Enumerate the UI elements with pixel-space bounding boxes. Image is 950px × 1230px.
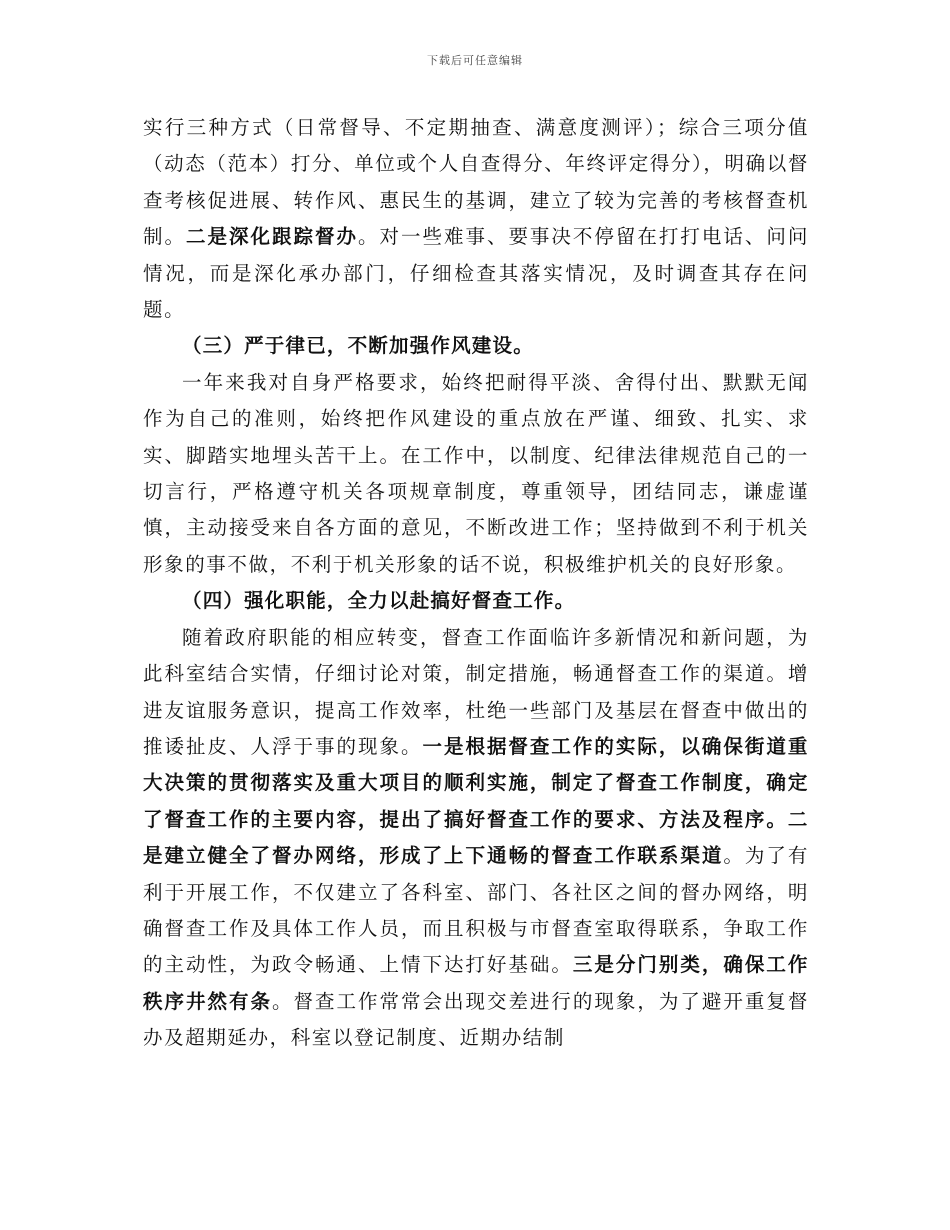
paragraph-3-text-2: 。为了有利于开展工作，不仅建立了各科室、部门、各社区之间的督办网络，明确督查工作及具体工作人员，而且积极与市督查室取得联系，争取工作的主动性，为政令畅通、上情下达打好基础。 xyxy=(143,844,809,977)
paragraph-3-bold-2: 三是分门别类，确保工作秩序井然有条 xyxy=(143,953,809,1013)
paragraph-3 xyxy=(143,620,809,1057)
paragraph-3-text-3: 。督查工作常常会出现交差进行的现象，为了避开重复督办及超期延办，科室以登记制度、近期办结制 xyxy=(143,989,809,1050)
section-heading-4: （四）强化职能，全力以赴搞好督查工作。 xyxy=(182,589,576,613)
paragraph-1 xyxy=(143,110,809,328)
paragraph-3-text-1: 随着政府职能的相应转变，督查工作面临许多新情况和新问题，为此科室结合实情，仔细讨论对策，制定措施，畅通督查工作的渠道。增进友谊服务意识，提高工作效率，杜绝一些部门及基层在督查中做出的推诿扯皮、人浮于事的现象。 xyxy=(143,625,809,758)
paragraph-1-text-2: 。对一些难事、要事决不停留在打打电话、问问情况，而是深化承办部门，仔细检查其落实情况，及时调查其存在问题。 xyxy=(143,225,809,322)
document-body xyxy=(143,110,809,1057)
paragraph-1-bold-1: 二是深化跟踪督办 xyxy=(186,225,358,249)
page-header: 下载后可任意编辑 xyxy=(427,54,523,67)
section-heading-3: （三）严于律已，不断加强作风建设。 xyxy=(182,334,534,358)
paragraph-2: 一年来我对自身严格要求，始终把耐得平淡、舍得付出、默默无闻作为自己的准则，始终把作风建设的重点放在严谨、细致、扎实、求实、脚踏实地埋头苦干上。在工作中，以制度、纪律法律规范自己的一切言行，严格遵守机关各项规章制度，尊重领导，团结同志，谦虚谨慎，主动接受来自各方面的意见，不断改进工作；坚持做到不利于机关形象的事不做，不利于机关形象的话不说，积极维护机关的良好形象。 xyxy=(143,370,809,576)
paragraph-1-text-1: 实行三种方式（日常督导、不定期抽查、满意度测评）；综合三项分值（动态（范本）打分、单位或个人自查得分、年终评定得分），明确以督查考核促进展、转作风、惠民生的基调，建立了较为完善的考核督查机制。 xyxy=(143,116,809,249)
paragraph-3-bold-1: 一是根据督查工作的实际，以确保街道重大决策的贯彻落实及重大项目的顺利实施，制定了督查工作制度，确定了督查工作的主要内容，提出了搞好督查工作的要求、方法及程序。二是建立健全了督办网络，形成了上下通畅的督查工作联系渠道 xyxy=(143,734,809,868)
